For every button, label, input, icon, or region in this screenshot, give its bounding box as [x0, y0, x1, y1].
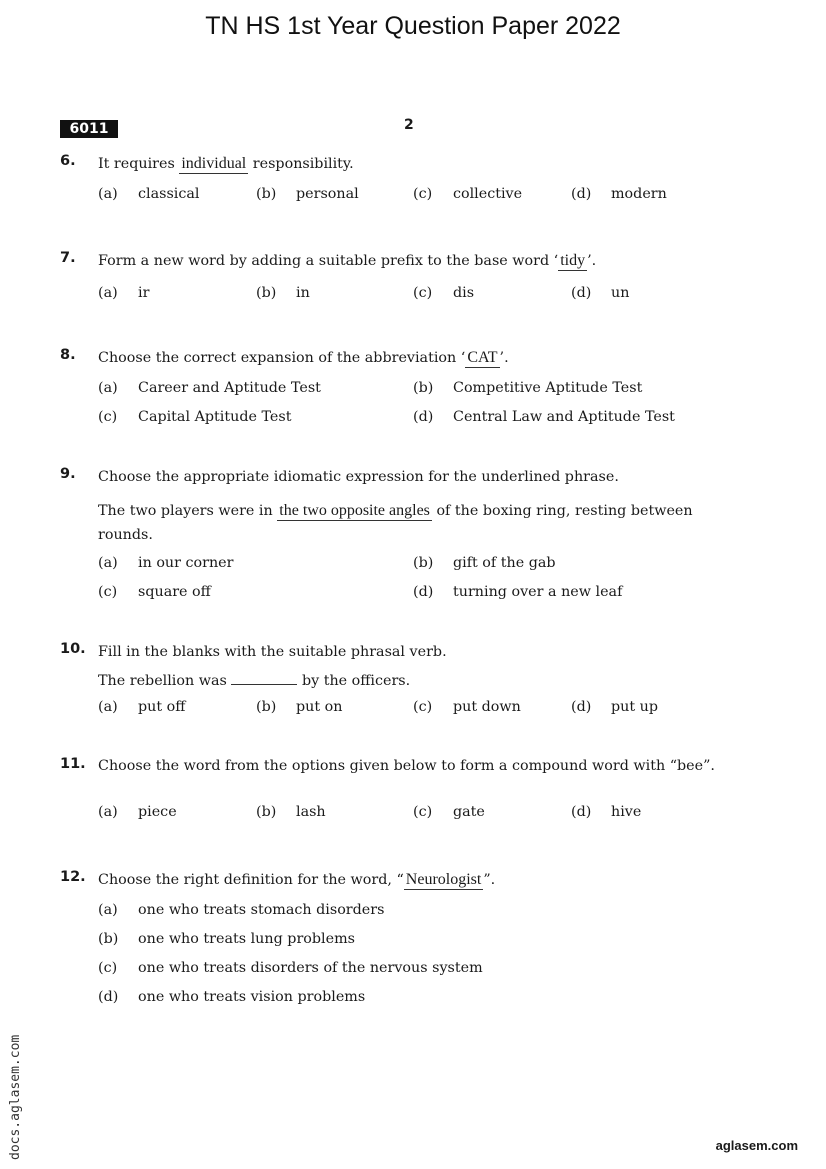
option-label: (c): [98, 409, 118, 425]
option-label: (d): [571, 699, 592, 715]
option-text: put off: [138, 699, 186, 715]
option-label: (a): [98, 186, 118, 202]
option-label: (d): [413, 409, 434, 425]
option-d[interactable]: [98, 989, 730, 1009]
option-text: in our corner: [138, 555, 234, 571]
option-label: (b): [413, 555, 434, 571]
option-label: (d): [571, 186, 592, 202]
question-text-post: ’.: [499, 350, 509, 366]
question-text: [98, 869, 730, 892]
options-row: [98, 380, 730, 400]
option-label: (a): [98, 380, 118, 396]
option-text: collective: [453, 186, 523, 202]
fill-blank-sentence: [98, 670, 730, 693]
option-label: (d): [413, 584, 434, 600]
underlined-word: CAT: [467, 349, 498, 366]
option-label: (c): [98, 584, 118, 600]
option-text: un: [611, 285, 630, 301]
option-label: (b): [256, 186, 277, 202]
option-text: gate: [453, 804, 485, 820]
option-label: (b): [256, 804, 277, 820]
option-text: square off: [138, 584, 211, 600]
option-label: (d): [98, 989, 119, 1005]
footer-brand[interactable]: aglasem.com: [715, 1138, 798, 1153]
option-text: lash: [296, 804, 326, 820]
option-text: one who treats disorders of the nervous system: [138, 960, 483, 976]
sentence-pre: The rebellion was: [98, 673, 227, 689]
option-label: (a): [98, 699, 118, 715]
options-row: [98, 584, 730, 604]
options-row: [98, 699, 730, 719]
sentence-post: by the officers.: [301, 673, 411, 689]
option-text: put down: [453, 699, 521, 715]
question-number: 8.: [60, 347, 76, 363]
option-c[interactable]: [98, 960, 730, 980]
question-number: 10.: [60, 641, 86, 657]
option-text: classical: [138, 186, 200, 202]
question-text-pre: Form a new word by adding a suitable prefix to the base word ‘: [98, 253, 559, 269]
underlined-word: individual: [181, 155, 247, 172]
option-text: one who treats lung problems: [138, 931, 355, 947]
option-label: (a): [98, 555, 118, 571]
question-text-pre: Choose the right definition for the word, “: [98, 872, 404, 888]
options-row: [98, 804, 730, 824]
option-text: Competitive Aptitude Test: [453, 380, 643, 396]
option-label: (d): [571, 285, 592, 301]
option-text: Central Law and Aptitude Test: [453, 409, 675, 425]
option-label: (d): [571, 804, 592, 820]
question-text-pre: Choose the correct expansion of the abbreviation ‘: [98, 350, 466, 366]
option-label: (b): [256, 285, 277, 301]
option-text: in: [296, 285, 310, 301]
options-row: [98, 555, 730, 575]
option-text: put on: [296, 699, 343, 715]
option-label: (c): [413, 804, 433, 820]
question-text: [98, 153, 730, 176]
side-watermark: docs.aglasem.com: [8, 1034, 23, 1160]
option-label: (b): [256, 699, 277, 715]
paper-code-badge: 6011: [60, 120, 118, 138]
option-a[interactable]: [98, 902, 730, 922]
question-text: [98, 250, 730, 273]
question-text: Choose the word from the options given below to form a compound word with “bee”.: [98, 758, 715, 774]
option-text: one who treats vision problems: [138, 989, 366, 1005]
underlined-word: Neurologist: [405, 871, 482, 888]
question-number: 11.: [60, 756, 86, 772]
question-number: 7.: [60, 250, 76, 266]
option-label: (b): [98, 931, 119, 947]
option-text: piece: [138, 804, 177, 820]
question-text-post: responsibility.: [252, 156, 354, 172]
options-row: [98, 186, 730, 206]
question-number: 12.: [60, 869, 86, 885]
option-text: turning over a new leaf: [453, 584, 623, 600]
passage-sentence: [98, 499, 730, 547]
option-label: (c): [413, 285, 433, 301]
options-row: [98, 409, 730, 429]
question-text-post: ’.: [587, 253, 597, 269]
option-b[interactable]: [98, 931, 730, 951]
option-text: Career and Aptitude Test: [138, 380, 321, 396]
option-label: (a): [98, 285, 118, 301]
question-text-post: ”.: [483, 872, 496, 888]
option-text: ir: [138, 285, 150, 301]
question-text-pre: It requires: [98, 156, 175, 172]
option-text: one who treats stomach disorders: [138, 902, 385, 918]
option-text: gift of the gab: [453, 555, 556, 571]
option-label: (c): [413, 186, 433, 202]
option-text: hive: [611, 804, 642, 820]
option-text: dis: [453, 285, 475, 301]
option-text: Capital Aptitude Test: [138, 409, 292, 425]
question-number: 9.: [60, 466, 76, 482]
option-label: (a): [98, 902, 118, 918]
page-header-title: TN HS 1st Year Question Paper 2022: [205, 12, 621, 40]
blank-line: [231, 671, 297, 685]
options-row: [98, 285, 730, 305]
page-number: 2: [404, 117, 414, 133]
sentence-pre: The two players were in: [98, 503, 273, 519]
option-label: (c): [413, 699, 433, 715]
option-text: put up: [611, 699, 659, 715]
underlined-phrase: the two opposite angles: [279, 502, 430, 519]
option-text: modern: [611, 186, 667, 202]
option-label: (a): [98, 804, 118, 820]
question-number: 6.: [60, 153, 76, 169]
sentence-post: of the boxing ring, resting between rounds.: [98, 503, 693, 543]
question-text: [98, 347, 730, 370]
option-label: (c): [98, 960, 118, 976]
question-text: Choose the appropriate idiomatic expression for the underlined phrase.: [98, 469, 619, 485]
option-text: personal: [296, 186, 359, 202]
underlined-word: tidy: [560, 252, 586, 269]
option-label: (b): [413, 380, 434, 396]
question-text: Fill in the blanks with the suitable phrasal verb.: [98, 644, 447, 660]
